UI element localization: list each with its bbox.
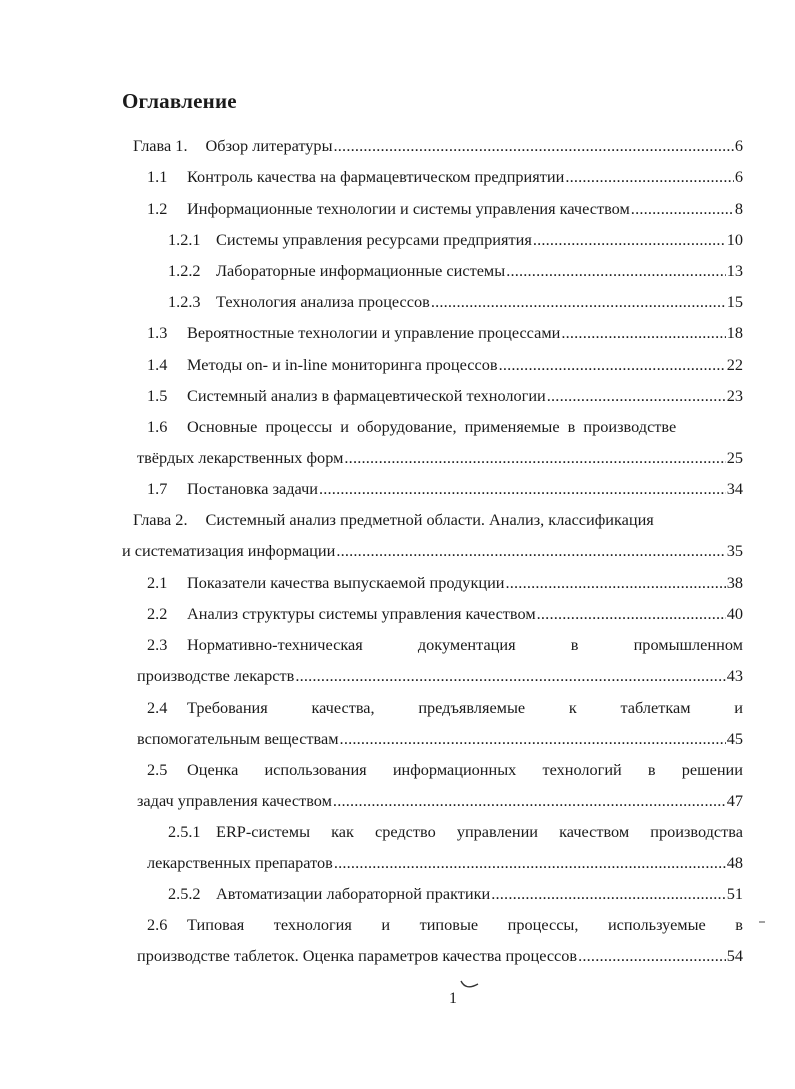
toc-word: процессы, xyxy=(507,915,579,934)
toc-entry-1-7[interactable] xyxy=(147,479,743,499)
toc-entry-number: 1.2.2 xyxy=(168,261,201,280)
toc-entry-title: твёрдых лекарственных форм xyxy=(137,448,344,467)
toc-entry-number: 1.7 xyxy=(147,479,168,498)
toc-entry-title: Вероятностные технологии и управление процессами xyxy=(187,323,561,342)
toc-dot-leader xyxy=(336,541,725,561)
toc-word: ERP-системы xyxy=(216,822,311,841)
toc-entry-1-2-2[interactable] xyxy=(168,261,743,281)
toc-entry-1-1[interactable] xyxy=(147,167,743,187)
toc-word: используемые xyxy=(607,915,706,934)
toc-word: документация xyxy=(417,635,516,654)
toc-entry-title: Контроль качества на фармацевтическом предприятии xyxy=(187,167,565,186)
toc-entry-title-line1 xyxy=(187,698,743,718)
toc-dot-leader xyxy=(334,853,726,873)
toc-dot-leader xyxy=(499,355,726,375)
toc-entry-page: 38 xyxy=(726,573,743,592)
toc-entry-2-5-line2[interactable] xyxy=(137,791,743,811)
toc-dot-leader xyxy=(565,167,734,187)
toc-entry-title: производстве таблеток. Оценка параметров качества процессов xyxy=(137,946,578,965)
toc-dot-leader xyxy=(537,604,726,624)
toc-entry-number: 1.6 xyxy=(147,417,168,436)
toc-word: к xyxy=(568,698,577,717)
toc-entry-page: 22 xyxy=(726,355,743,374)
toc-entry-page: 25 xyxy=(726,448,743,467)
toc-entry-page: 40 xyxy=(726,604,743,623)
toc-word: технологий xyxy=(542,760,622,779)
toc-dot-leader xyxy=(319,479,726,499)
toc-entry-number: 2.2 xyxy=(147,604,168,623)
toc-entry-title: Автоматизации лабораторной практики xyxy=(216,884,491,903)
toc-entry-number: 1.5 xyxy=(147,386,168,405)
toc-entry-title-line1 xyxy=(187,635,743,655)
toc-dot-leader xyxy=(295,666,725,686)
toc-entry-page: 35 xyxy=(726,541,743,560)
toc-entry-number: 2.5.1 xyxy=(168,822,201,841)
toc-word: как xyxy=(331,822,354,841)
toc-entry-title: Обзор литературы xyxy=(205,136,333,155)
toc-entry-1-6-line2[interactable] xyxy=(137,448,743,468)
toc-dot-leader xyxy=(334,136,734,156)
toc-dot-leader xyxy=(491,884,725,904)
toc-entry-title: задач управления качеством xyxy=(137,791,332,810)
toc-word: Оценка xyxy=(187,760,239,779)
toc-entry-title-line1 xyxy=(216,822,743,842)
toc-word: и xyxy=(734,698,743,717)
toc-dot-leader xyxy=(431,292,726,312)
toc-entry-number: 2.4 xyxy=(147,698,168,717)
toc-word: управлении xyxy=(456,822,538,841)
toc-entry-chapter-1[interactable] xyxy=(133,136,743,156)
toc-word: таблеткам xyxy=(620,698,691,717)
toc-entry-title-line1 xyxy=(187,760,743,780)
toc-entry-2-5-1-line1[interactable] xyxy=(168,822,743,842)
toc-dot-leader xyxy=(506,261,726,281)
toc-entry-page: 8 xyxy=(734,199,743,218)
toc-entry-chapter-2-line1[interactable] xyxy=(133,510,743,530)
toc-word: использования xyxy=(264,760,367,779)
toc-entry-title-line1: Системный анализ предметной области. Анализ, классификация xyxy=(205,510,654,529)
toc-entry-page: 13 xyxy=(726,261,743,280)
toc-entry-title-line1 xyxy=(187,915,743,935)
toc-entry-1-5[interactable] xyxy=(147,386,743,406)
toc-entry-2-3-line1[interactable] xyxy=(147,635,743,655)
toc-entry-1-2[interactable] xyxy=(147,199,743,219)
toc-entry-page: 6 xyxy=(734,167,743,186)
toc-word: качества, xyxy=(311,698,375,717)
toc-word: промышленном xyxy=(633,635,743,654)
toc-entry-1-2-3[interactable] xyxy=(168,292,743,312)
toc-word: технология xyxy=(273,915,352,934)
toc-entry-page: 48 xyxy=(726,853,743,872)
toc-word: Типовая xyxy=(187,915,245,934)
toc-word: решении xyxy=(681,760,743,779)
toc-entry-title: Методы on- и in-line мониторинга процессов xyxy=(187,355,498,374)
toc-entry-page: 54 xyxy=(726,946,743,965)
toc-word: информационных xyxy=(392,760,517,779)
toc-entry-2-4-line2[interactable] xyxy=(137,729,743,749)
toc-entry-page: 18 xyxy=(726,323,743,342)
toc-entry-page: 10 xyxy=(726,230,743,249)
toc-dot-leader xyxy=(506,573,726,593)
scan-speck-icon xyxy=(758,920,766,924)
toc-entry-page: 6 xyxy=(734,136,743,155)
toc-entry-title: Технология анализа процессов xyxy=(216,292,430,311)
toc-dot-leader xyxy=(547,386,726,406)
toc-entry-number: 1.2.3 xyxy=(168,292,201,311)
toc-title: Оглавление xyxy=(122,89,237,113)
toc-entry-2-5-line1[interactable] xyxy=(147,760,743,780)
toc-entry-2-5-1-line2[interactable] xyxy=(147,853,743,873)
toc-entry-title: Лабораторные информационные системы xyxy=(216,261,506,280)
toc-entry-number: 1.1 xyxy=(147,167,168,186)
toc-entry-number: 2.6 xyxy=(147,915,168,934)
scan-mark-icon xyxy=(458,978,482,992)
toc-dot-leader xyxy=(533,230,726,250)
toc-dot-leader xyxy=(578,946,726,966)
toc-entry-page: 43 xyxy=(726,666,743,685)
toc-entry-2-6-line2[interactable] xyxy=(137,946,743,966)
toc-entry-number: 2.5 xyxy=(147,760,168,779)
toc-word: в xyxy=(570,635,579,654)
toc-entry-number: 2.5.2 xyxy=(168,884,201,903)
toc-entry-number: 2.1 xyxy=(147,573,168,592)
toc-entry-2-1[interactable] xyxy=(147,573,743,593)
toc-entry-number: 1.4 xyxy=(147,355,168,374)
toc-entry-title: производстве лекарств xyxy=(137,666,295,685)
toc-entry-2-6-line1[interactable] xyxy=(147,915,743,935)
toc-entry-number: 1.3 xyxy=(147,323,168,342)
toc-dot-leader xyxy=(631,199,734,219)
toc-entry-page: 47 xyxy=(726,791,743,810)
toc-entry-title: и систематизация информации xyxy=(122,541,336,560)
toc-entry-1-6-line1[interactable] xyxy=(147,417,743,437)
toc-entry-2-2[interactable] xyxy=(147,604,743,624)
toc-entry-number: 2.3 xyxy=(147,635,168,654)
toc-entry-chapter-2-line2[interactable] xyxy=(122,541,743,561)
toc-word: Нормативно-техническая xyxy=(187,635,363,654)
toc-word: типовые xyxy=(419,915,479,934)
toc-word: и xyxy=(381,915,391,934)
toc-word: в xyxy=(735,915,743,934)
toc-entry-title: вспомогательным веществам xyxy=(137,729,339,748)
toc-entry-2-4-line1[interactable] xyxy=(147,698,743,718)
toc-entry-number: Глава 2. xyxy=(133,510,188,529)
toc-dot-leader xyxy=(561,323,725,343)
toc-entry-number: Глава 1. xyxy=(133,136,188,155)
toc-entry-number: 1.2 xyxy=(147,199,168,218)
toc-entry-page: 23 xyxy=(726,386,743,405)
toc-word: Требования xyxy=(187,698,268,717)
toc-entry-1-4[interactable] xyxy=(147,355,743,375)
toc-entry-title-line1: Основные процессы и оборудование, применяемые в производстве xyxy=(187,417,677,436)
toc-entry-page: 15 xyxy=(726,292,743,311)
toc-entry-2-3-line2[interactable] xyxy=(137,666,743,686)
toc-entry-title: Анализ структуры системы управления качеством xyxy=(187,604,536,623)
toc-dot-leader xyxy=(344,448,725,468)
toc-entry-number: 1.2.1 xyxy=(168,230,201,249)
toc-word: в xyxy=(647,760,656,779)
toc-entry-page: 34 xyxy=(726,479,743,498)
toc-word: качеством xyxy=(559,822,630,841)
toc-entry-title: Системы управления ресурсами предприятия xyxy=(216,230,532,249)
toc-entry-title: Постановка задачи xyxy=(187,479,318,498)
toc-entry-1-3[interactable] xyxy=(147,323,743,343)
toc-entry-title: Системный анализ в фармацевтической технологии xyxy=(187,386,546,405)
toc-entry-page: 51 xyxy=(726,884,743,903)
toc-entry-title: Информационные технологии и системы управления качеством xyxy=(187,199,630,218)
toc-dot-leader xyxy=(333,791,726,811)
toc-dot-leader xyxy=(340,729,726,749)
toc-entry-page: 45 xyxy=(726,729,743,748)
toc-entry-title: Показатели качества выпускаемой продукции xyxy=(187,573,505,592)
page-number: 1 xyxy=(449,990,457,1007)
toc-entry-1-2-1[interactable] xyxy=(168,230,743,250)
toc-word: предъявляемые xyxy=(418,698,526,717)
toc-entry-title: лекарственных препаратов xyxy=(147,853,333,872)
toc-entry-2-5-2[interactable] xyxy=(168,884,743,904)
toc-word: средство xyxy=(375,822,436,841)
toc-word: производства xyxy=(650,822,743,841)
